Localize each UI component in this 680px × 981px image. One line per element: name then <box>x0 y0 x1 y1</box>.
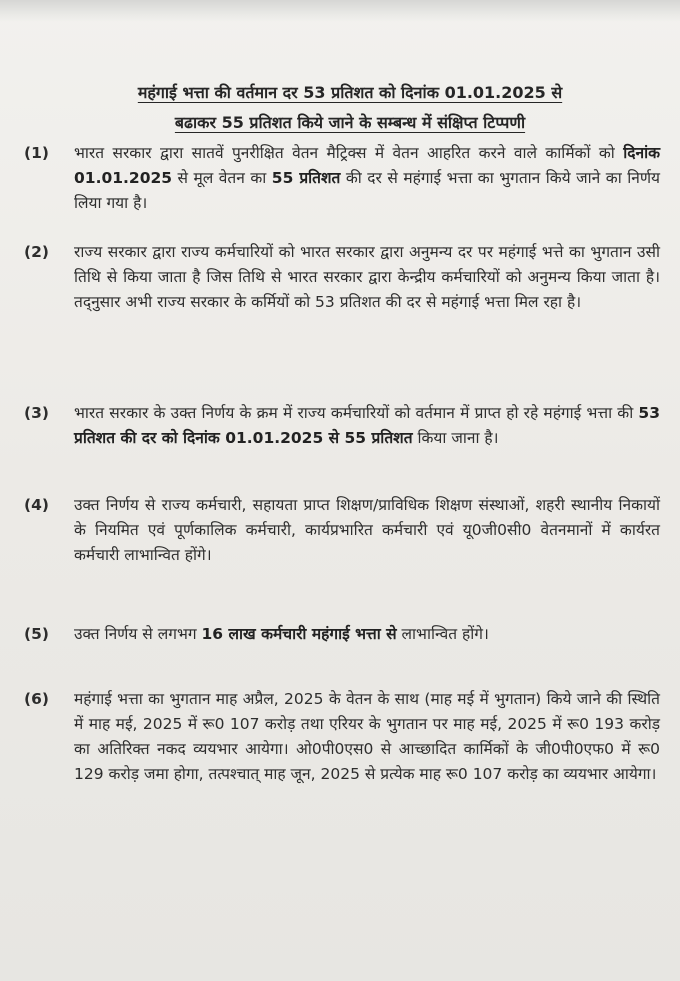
page-top-shadow <box>0 0 680 22</box>
text-segment: से मूल वेतन का <box>172 169 272 187</box>
paragraph-6 <box>24 687 660 787</box>
title-line-2: बढाकर 55 प्रतिशत किये जाने के सम्बन्ध में संक्षिप्त टिप्पणी <box>174 113 526 132</box>
paragraph-number: (6) <box>24 690 49 708</box>
paragraph-text: उक्त निर्णय से राज्य कर्मचारी, सहायता प्राप्त शिक्षण/प्राविधिक शिक्षण संस्थाओं, शहरी स्थानीय निकायों के नियमित एवं पूर्णकालिक कर्मचारी, कार्यप्रभारित कर्मचारी एवं यू0जी0सी0 वेतनमानों में कार्यरत कर्मचारी लाभान्वित होंगे। <box>74 496 660 564</box>
paragraph-text <box>74 622 660 647</box>
bold-text-segment: दिनांक 01.01.2025 <box>74 144 660 187</box>
text-segment: उक्त निर्णय से लगभग <box>74 625 202 643</box>
paragraph-text: राज्य सरकार द्वारा राज्य कर्मचारियों को भारत सरकार द्वारा अनुमन्य दर पर महंगाई भत्ते का भुगतान उसी तिथि से किया जाता है जिस तिथि से भारत सरकार द्वारा केन्द्रीय कर्मचारियों को अनुमन्य किया जाता है। तद्नुसार अभी राज्य सरकार के कर्मियों को 53 प्रतिशत की दर से महंगाई भत्ता मिल रहा है। <box>74 243 660 311</box>
bold-text-segment: 53 प्रतिशत की दर को दिनांक 01.01.2025 से 55 प्रतिशत <box>74 404 660 447</box>
bold-text-segment: 55 प्रतिशत <box>271 169 341 187</box>
paragraph-number: (3) <box>24 404 49 422</box>
paragraph-number: (2) <box>24 243 49 261</box>
title-line-1: महंगाई भत्ता की वर्तमान दर 53 प्रतिशत को दिनांक 01.01.2025 से <box>137 83 563 102</box>
text-segment: लाभान्वित होंगे। <box>396 625 489 643</box>
paragraph-number: (5) <box>24 625 49 643</box>
text-segment: भारत सरकार द्वारा सातवें पुनरीक्षित वेतन मैट्रिक्स में वेतन आहरित करने वाले कार्मिकों को <box>74 144 624 162</box>
document-title <box>40 78 660 138</box>
text-segment: की दर से महंगाई भत्ता का भुगतान किये जाने का निर्णय लिया गया है। <box>74 169 661 212</box>
paragraph-5 <box>24 622 660 647</box>
paragraph-number: (4) <box>24 496 49 514</box>
paragraph-1 <box>24 141 660 216</box>
paragraph-3 <box>24 401 660 451</box>
paragraph-text: महंगाई भत्ता का भुगतान माह अप्रैल, 2025 के वेतन के साथ (माह मई में भुगतान) किये जाने की स्थिति में माह मई, 2025 में रू0 107 करोड़ तथा एरियर के भुगतान पर माह मई, 2025 में रू0 193 करोड़ का अतिरिक्त नकद व्ययभार आयेगा। ओ0पी0एस0 से आच्छादित कार्मिकों के जी0पी0एफ0 में रू0 129 करोड़ जमा होगा, तत्पश्चात् माह जून, 2025 से प्रत्येक माह रू0 107 करोड़ का व्ययभार आयेगा। <box>74 690 660 783</box>
text-segment: किया जाना है। <box>412 429 499 447</box>
paragraph-2 <box>24 240 660 315</box>
bold-text-segment: 16 लाख कर्मचारी महंगाई भत्ता से <box>201 625 397 643</box>
paragraph-text <box>74 401 660 451</box>
paragraph-number: (1) <box>24 144 49 162</box>
paragraph-text <box>74 141 660 216</box>
text-segment: भारत सरकार के उक्त निर्णय के क्रम में राज्य कर्मचारियों को वर्तमान में प्राप्त हो रहे महंगाई भत्ता की <box>74 404 639 422</box>
paragraph-4 <box>24 493 660 568</box>
